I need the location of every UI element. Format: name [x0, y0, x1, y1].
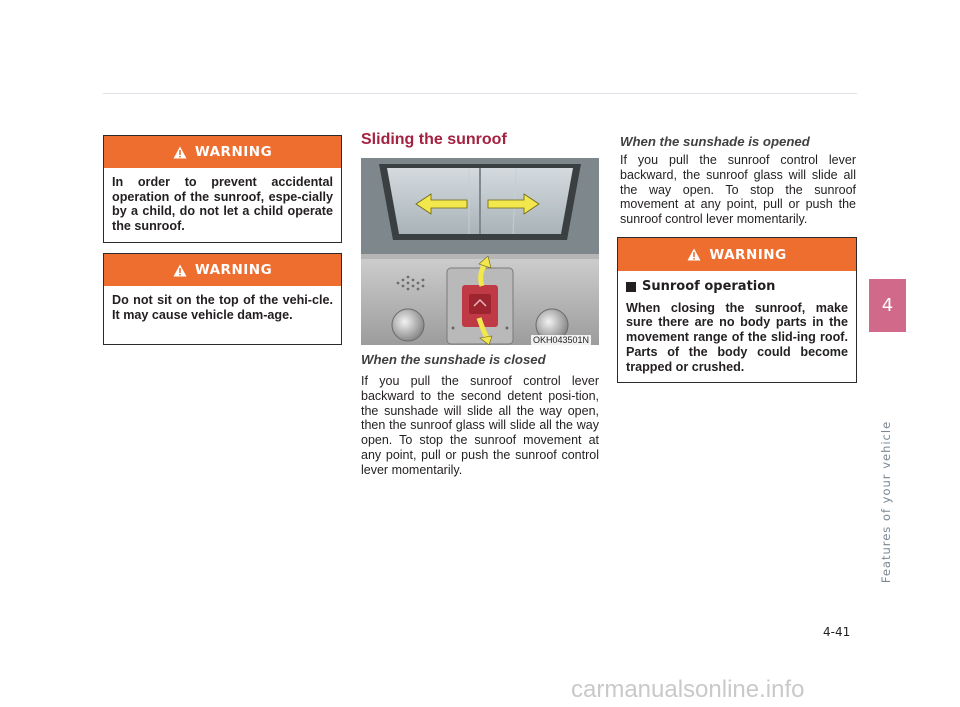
warning-label: WARNING — [709, 246, 787, 263]
opened-heading: When the sunshade is opened — [620, 134, 810, 149]
warning-subtitle-text: Sunroof operation — [642, 279, 776, 294]
warning-box-child-operation — [103, 135, 342, 243]
page-number: 4-41 — [823, 625, 851, 639]
warning-triangle-icon — [173, 264, 187, 277]
warning-label: WARNING — [194, 262, 273, 278]
warning-box-sunroof-operation — [617, 237, 857, 383]
header-rule — [103, 93, 857, 94]
warning-header — [104, 254, 341, 286]
warning-header — [618, 238, 856, 271]
warning-text: Do not sit on the top of the vehi-cle. It may cause vehicle dam-age. — [112, 293, 333, 322]
warning-text: In order to prevent accidental operation of the sunroof, espe-cially by a child, do not let a child operate the sunroof. — [112, 175, 333, 234]
warning-subtitle — [626, 280, 848, 295]
closed-paragraph: If you pull the sunroof control lever backward to the second detent posi-tion, the sunshade will slide all the way open, then the sunroof glass will slide all the way open. To stop the sunroof movement at any point, pull or push the sunroof control lever momentarily. — [361, 374, 599, 477]
section-title: Sliding the sunroof — [361, 131, 507, 148]
warning-triangle-icon — [173, 146, 187, 159]
warning-triangle-icon — [687, 248, 701, 261]
closed-heading: When the sunshade is closed — [361, 352, 546, 367]
warning-text: When closing the sunroof, make sure there are no body parts in the movement range of the slid-ing roof. Parts of the body could become trapped or crushed. — [626, 300, 848, 374]
warning-header — [104, 136, 341, 168]
figure-caption: OKH043501N — [533, 335, 590, 345]
warning-content — [618, 271, 856, 382]
chapter-title-text: Features of your vehicle — [879, 420, 893, 584]
opened-paragraph: If you pull the sunroof control lever backward, the sunroof glass will slide all the way open. To stop the sunroof movement at any point, pull or push the sunroof control lever momentarily. — [620, 153, 856, 227]
warning-box-sitting — [103, 253, 342, 345]
sunroof-control-illustration — [361, 158, 599, 345]
warning-label: WARNING — [194, 144, 273, 160]
chapter-tab: 4 — [869, 279, 906, 332]
watermark: carmanualsonline.info — [571, 676, 805, 703]
square-bullet-icon — [626, 282, 636, 292]
